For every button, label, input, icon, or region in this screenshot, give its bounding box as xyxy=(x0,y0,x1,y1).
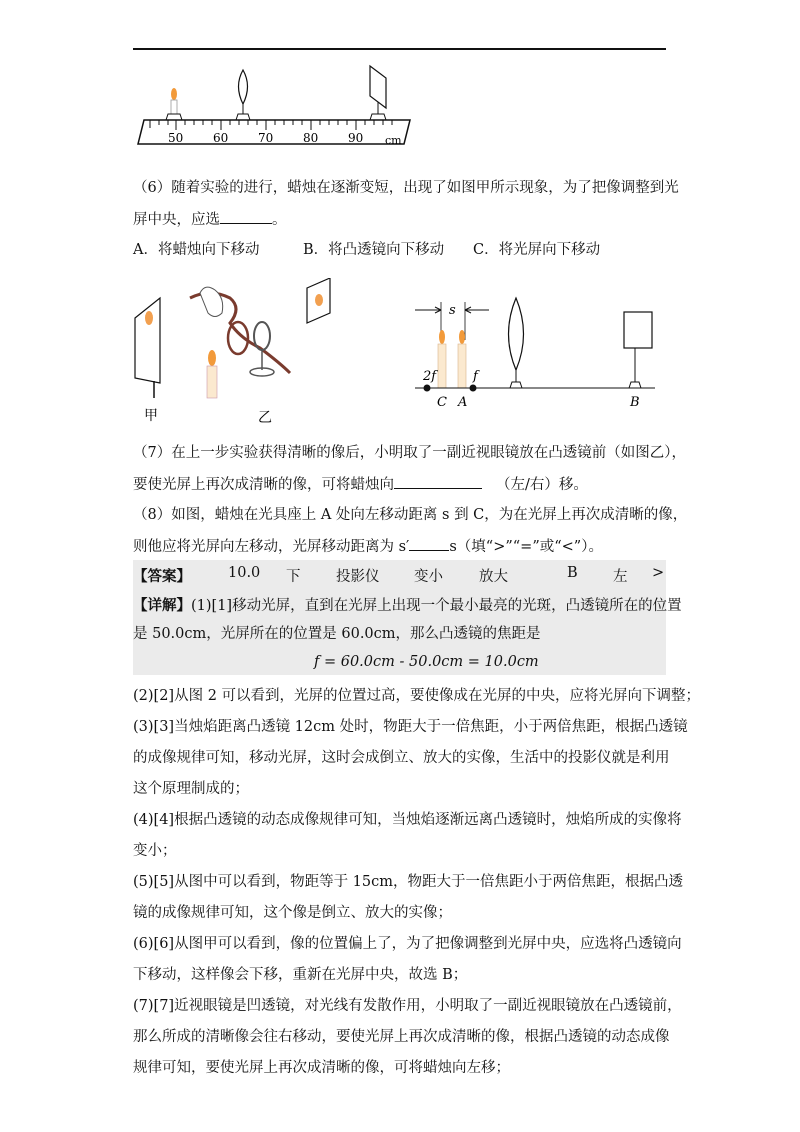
explanation-line: 下移动，这样像会下移，重新在光屏中央，故选 B； xyxy=(133,967,468,983)
detail-text-1: (1)[1]移动光屏，直到在光屏上出现一个最小最亮的光斑，凸透镜所在的位置 xyxy=(191,598,682,614)
explanation-line: 的成像规律可知，移动光屏，这时会成倒立、放大的实像，生活中的投影仪就是利用 xyxy=(133,750,670,766)
explanation-line: 这个原理制成的； xyxy=(133,781,249,797)
q7-line1: （7）在上一步实验获得清晰的像后，小明取了一副近视眼镜放在凸透镜前（如图乙）， xyxy=(133,445,686,461)
explanation-line: 那么所成的清晰像会往右移动，要使光屏上再次成清晰的像，根据凸透镜的动态成像 xyxy=(133,1029,670,1045)
q7-line2-suffix: （左/右）移。 xyxy=(496,477,588,493)
q6-line1: （6）随着实验的进行，蜡烛在逐渐变短，出现了如图甲所示现象，为了把像调整到光 xyxy=(133,180,679,196)
q8-line1: （8）如图，蜡烛在光具座上 A 处向左移动距离 s 到 C，为在光屏上再次成清晰的像， xyxy=(133,507,688,523)
answer-item-7: 左 xyxy=(613,569,628,585)
candle-c-icon xyxy=(438,344,446,388)
explanation-line: (2)[2]从图 2 可以看到，光屏的位置过高，要使像成在光屏的中央，应将光屏向下调整； xyxy=(133,688,701,704)
answer-item-5: 放大 xyxy=(479,569,508,585)
label-a: A xyxy=(458,395,468,410)
label-f: f xyxy=(473,369,478,384)
q8-line2 xyxy=(133,536,603,557)
yi-lens-icon xyxy=(254,322,270,350)
ruler-unit: cm xyxy=(385,134,402,147)
ruler-tick-80: 80 xyxy=(303,131,319,145)
q7-line2-prefix: 要使光屏上再次成清晰的像，可将蜡烛向 xyxy=(133,477,394,493)
q6-option-c: C．将光屏向下移动 xyxy=(473,242,601,258)
q6-option-a: A．将蜡烛向下移动 xyxy=(133,242,260,258)
q6-line2-prefix: 屏中央，应选 xyxy=(133,212,220,228)
convex-lens-icon xyxy=(509,298,524,370)
label-c: C xyxy=(437,395,447,410)
q8-line2-prefix: 则他应将光屏向左移动，光屏移动距离为 s′ xyxy=(133,539,410,555)
answer-item-1: 10.0 xyxy=(228,565,261,581)
q7-line2 xyxy=(133,474,588,495)
q6-line2 xyxy=(133,209,287,230)
jia-label: 甲 xyxy=(144,408,158,424)
jia-screen-icon xyxy=(135,298,160,383)
distance-s-label: s xyxy=(449,303,456,318)
lens-diagram xyxy=(405,290,665,410)
q6-answer-blank[interactable] xyxy=(220,209,272,224)
detail-line2: 是 50.0cm，光屏所在的位置是 60.0cm，那么凸透镜的焦距是 xyxy=(133,626,541,642)
q7-answer-blank[interactable] xyxy=(394,474,482,489)
explanation-line: (3)[3]当烛焰距离凸透镜 12cm 处时，物距大于一倍焦距，小于两倍焦距，根据凸透镜 xyxy=(133,719,688,735)
q8-line2-suffix: s（填“>”“=”或“<”）。 xyxy=(449,539,603,555)
candle-c-flame-icon xyxy=(439,330,445,344)
candle-icon xyxy=(171,100,177,114)
answer-label: 【答案】 xyxy=(133,568,191,585)
answer-item-8: > xyxy=(652,565,665,581)
q6-option-b: B．将凸透镜向下移动 xyxy=(303,242,445,258)
label-b: B xyxy=(630,395,640,410)
answer-item-6: B xyxy=(567,565,578,581)
point-c xyxy=(424,385,431,392)
answer-item-2: 下 xyxy=(286,569,301,585)
q6-line2-suffix: 。 xyxy=(272,212,287,228)
hand-icon xyxy=(200,287,223,316)
candle-a-icon xyxy=(458,344,466,388)
focal-length-formula: f = 60.0cm - 50.0cm = 10.0cm xyxy=(314,654,539,670)
ruler-tick-60: 60 xyxy=(213,131,229,145)
explanation-line: (4)[4]根据凸透镜的动态成像规律可知，当烛焰逐渐远离凸透镜时，烛焰所成的实像将 xyxy=(133,812,682,828)
screen-icon xyxy=(370,66,386,108)
explanation-line: 规律可知，要使光屏上再次成清晰的像，可将蜡烛向左移； xyxy=(133,1060,510,1076)
screen-b-icon xyxy=(624,312,652,348)
candle-a-flame-icon xyxy=(459,330,465,344)
point-a xyxy=(470,385,477,392)
yi-flame-icon xyxy=(208,350,216,366)
yi-candle-icon xyxy=(207,366,217,398)
explanation-line: 镜的成像规律可知，这个像是倒立、放大的实像； xyxy=(133,905,452,921)
optical-bench-figure xyxy=(130,58,420,153)
answer-item-3: 投影仪 xyxy=(336,569,380,585)
explanation-line: (5)[5]从图中可以看到，物距等于 15cm，物距大于一倍焦距小于两倍焦距，根据凸透 xyxy=(133,874,684,890)
answer-item-4: 变小 xyxy=(414,569,443,585)
ruler-tick-90: 90 xyxy=(348,131,364,145)
label-2f: 2f xyxy=(423,369,437,384)
explanation-line: 变小； xyxy=(133,843,177,859)
explanation-line: (6)[6]从图甲可以看到，像的位置偏上了，为了把像调整到光屏中央，应选将凸透镜向 xyxy=(133,936,682,952)
lens-icon xyxy=(239,70,248,104)
ruler-tick-50: 50 xyxy=(168,131,184,145)
header-rule xyxy=(133,48,666,50)
explanation-line: (7)[7]近视眼镜是凹透镜，对光线有发散作用，小明取了一副近视眼镜放在凸透镜前， xyxy=(133,998,682,1014)
q8-answer-blank[interactable] xyxy=(409,536,449,551)
flame-icon xyxy=(171,88,177,100)
detail-label: 【详解】 xyxy=(133,597,191,614)
jia-image-flame-icon xyxy=(145,311,153,325)
ruler-tick-70: 70 xyxy=(258,131,274,145)
yi-label: 乙 xyxy=(258,410,272,426)
figure-jia-yi xyxy=(130,278,340,428)
detail-line1 xyxy=(133,596,682,616)
